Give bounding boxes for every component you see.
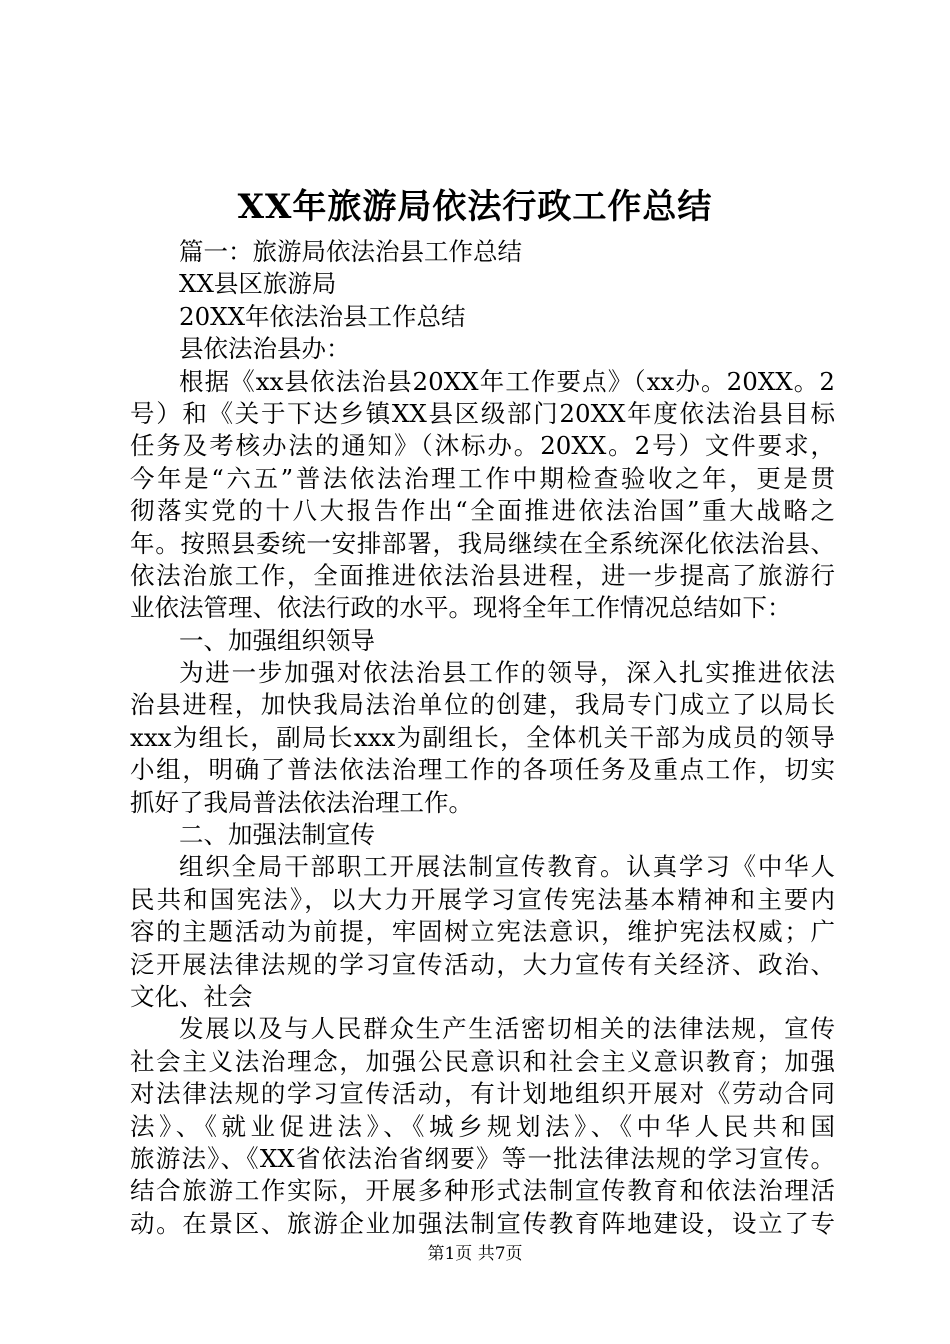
- text-line: 号）和《关于下达乡镇XX县区级部门20XX年度依法治县目标: [130, 398, 835, 428]
- text-line: 小组，明确了普法依法治理工作的各项任务及重点工作，切实: [130, 755, 835, 785]
- text-line: 县依法治县办：: [179, 334, 351, 364]
- text-line: 彻落实党的十八大报告作出“全面推进依法治国”重大战略之: [130, 496, 835, 526]
- text-line: 20XX年依法治县工作总结: [179, 301, 466, 331]
- text-line: 任务及考核办法的通知》（沐标办。20XX。2号）文件要求，: [130, 431, 835, 461]
- text-line: 对法律法规的学习宣传活动，有计划地组织开展对《劳动合同: [130, 1079, 835, 1109]
- text-line: 法》、《就业促进法》、《城乡规划法》、《中华人民共和国: [130, 1111, 835, 1141]
- text-line: 发展以及与人民群众生产生活密切相关的法律法规，宣传: [179, 1014, 835, 1044]
- text-line: 今年是“六五”普法依法治理工作中期检查验收之年，更是贯: [130, 463, 835, 493]
- page-number: 第1页 共7页: [427, 1244, 523, 1264]
- text-line: 为进一步加强对依法治县工作的领导，深入扎实推进依法: [179, 658, 835, 688]
- text-line: 根据《xx县依法治县20XX年工作要点》（xx办。20XX。2: [179, 366, 835, 396]
- text-line: 篇一：旅游局依法治县工作总结: [179, 237, 522, 266]
- document-body: [130, 236, 835, 1240]
- text-line: 结合旅游工作实际，开展多种形式法制宣传教育和依法治理活: [130, 1176, 835, 1206]
- text-line: 动。在景区、旅游企业加强法制宣传教育阵地建设，设立了专: [130, 1208, 835, 1238]
- text-line: 文化、社会: [130, 981, 253, 1011]
- text-line: 业依法管理、依法行政的水平。现将全年工作情况总结如下：: [130, 593, 792, 623]
- text-line: 抓好了我局普法依法治理工作。: [130, 787, 473, 817]
- text-line: 年。按照县委统一安排部署，我局继续在全系统深化依法治县、: [130, 528, 835, 558]
- section-heading: 二、加强法制宣传: [179, 820, 375, 850]
- text-line: XX县区旅游局: [179, 269, 337, 299]
- text-line: 社会主义法治理念，加强公民意识和社会主义意识教育；加强: [130, 1046, 835, 1076]
- text-line: xxx为组长，副局长xxx为副组长，全体机关干部为成员的领导: [130, 722, 835, 752]
- text-line: 泛开展法律法规的学习宣传活动，大力宣传有关经济、政治、: [130, 949, 835, 979]
- text-line: 依法治旅工作，全面推进依法治县进程，进一步提高了旅游行: [130, 560, 835, 590]
- document-title: XX年旅游局依法行政工作总结: [237, 187, 713, 227]
- text-line: 容的主题活动为前提，牢固树立宪法意识，维护宪法权威；广: [130, 917, 835, 947]
- text-line: 组织全局干部职工开展法制宣传教育。认真学习《中华人: [179, 852, 835, 882]
- text-line: 民共和国宪法》，以大力开展学习宣传宪法基本精神和主要内: [130, 884, 835, 914]
- section-heading: 一、加强组织领导: [179, 625, 375, 655]
- text-line: 治县进程，加快我局法治单位的创建，我局专门成立了以局长: [130, 690, 835, 720]
- text-line: 旅游法》、《XX省依法治省纲要》等一批法律法规的学习宣传。: [130, 1143, 835, 1173]
